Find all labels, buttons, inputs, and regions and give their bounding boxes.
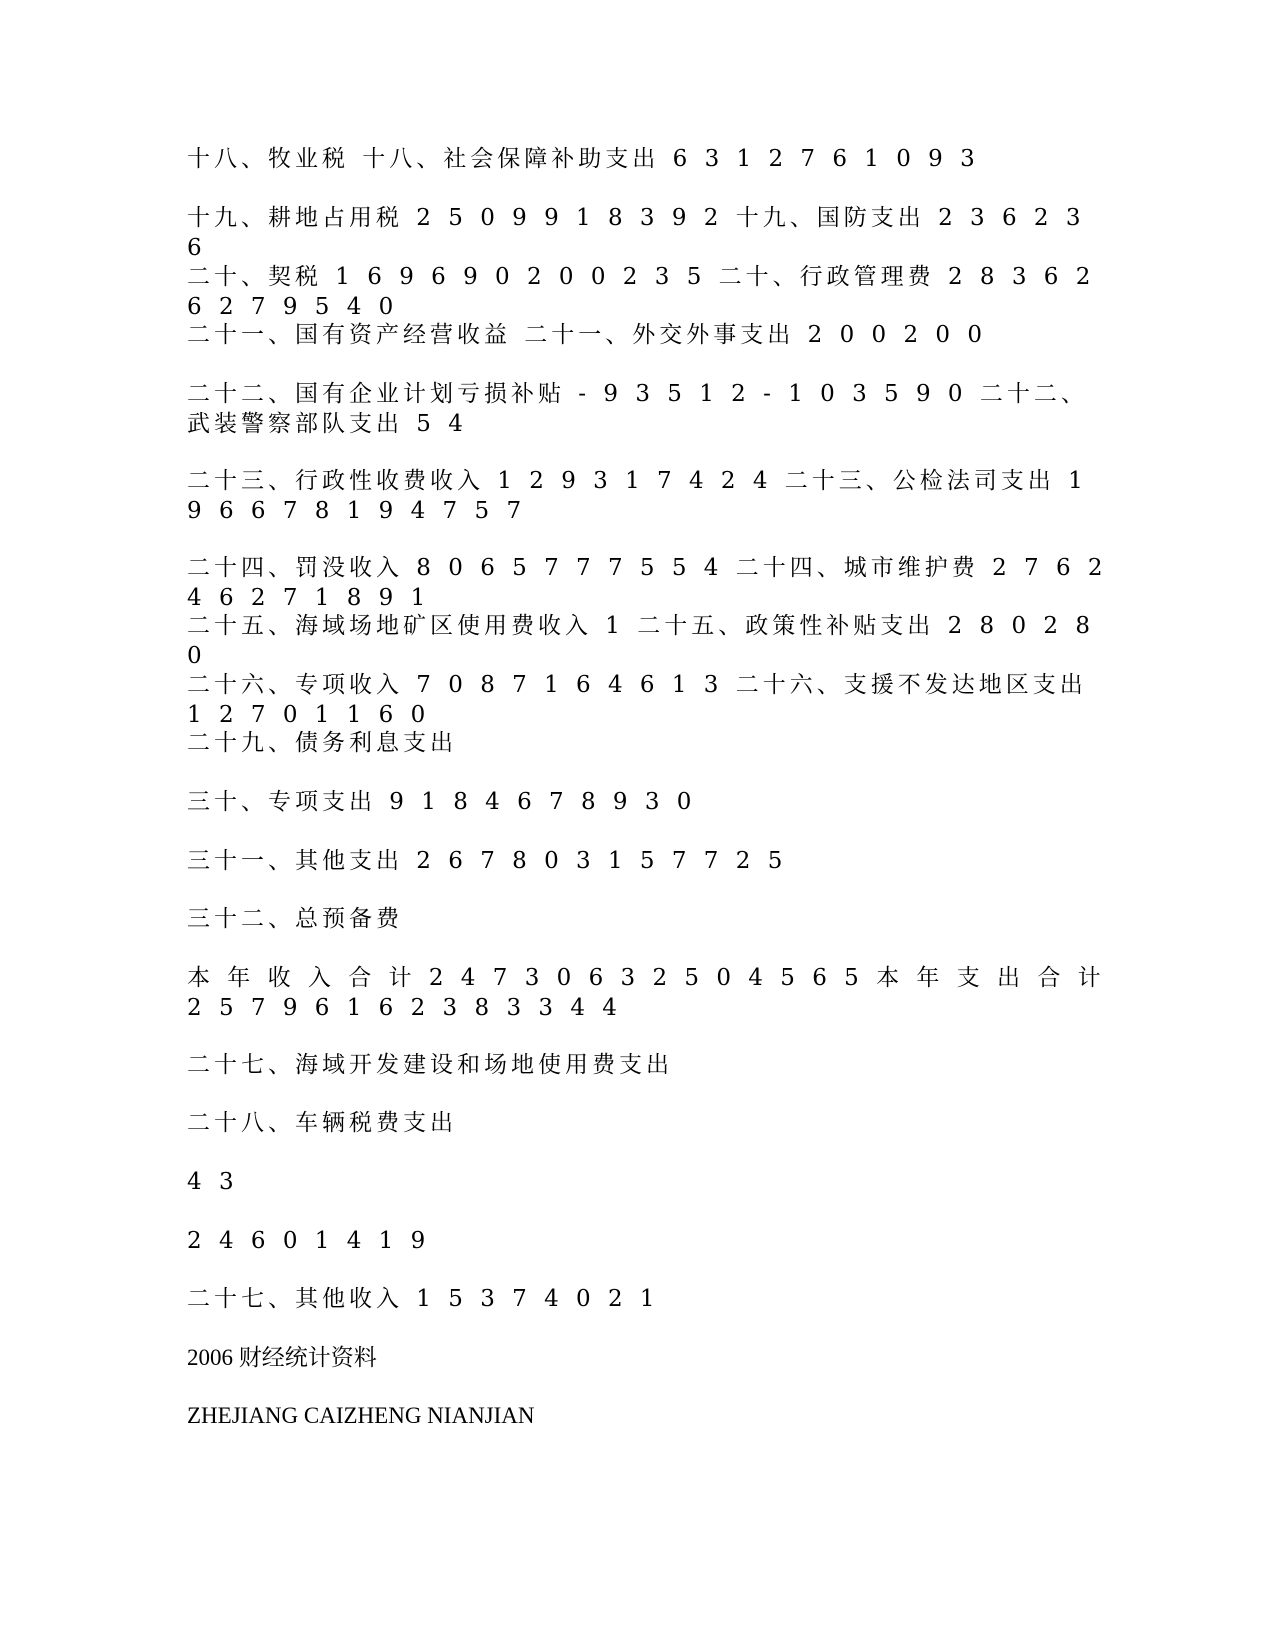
- text-line-15: 二十七、海域开发建设和场地使用费支出: [187, 1052, 673, 1078]
- footer-title: 2006 财经统计资料: [187, 1345, 377, 1370]
- text-line-1: 十八、牧业税 十八、社会保障补助支出 6 3 1 2 7 6 1 0 9 3: [187, 146, 979, 172]
- text-line-12: 三十一、其他支出 2 6 7 8 0 3 1 5 7 7 2 5: [187, 848, 787, 874]
- footer-subtitle: ZHEJIANG CAIZHENG NIANJIAN: [187, 1403, 535, 1428]
- text-line-totals: 本 年 收 入 合 计 2 4 7 3 0 6 3 2 5 0 4 5 6 5 本 年 支 出 合 计 2 5 7 9 6 1 6 2 3 8 3 3 4 4: [187, 965, 1105, 1021]
- text-line-9: 二十六、专项收入 7 0 8 7 1 6 4 6 1 3 二十六、支援不发达地区支出 1 2 7 0 1 1 6 0: [187, 672, 1087, 728]
- text-line-10: 二十九、债务利息支出: [187, 730, 457, 756]
- text-line-11: 三十、专项支出 9 1 8 4 6 7 8 9 3 0: [187, 789, 696, 815]
- text-line-7: 二十四、罚没收入 8 0 6 5 7 7 7 5 5 4 二十四、城市维护费 2 7 6 2 4 6 2 7 1 8 9 1: [187, 555, 1107, 611]
- text-line-18: 2 4 6 0 1 4 1 9: [187, 1228, 430, 1254]
- text-line-19: 二十七、其他收入 1 5 3 7 4 0 2 1: [187, 1286, 659, 1312]
- text-line-2: 十九、耕地占用税 2 5 0 9 9 1 8 3 9 2 十九、国防支出 2 3 6 2 3 6: [187, 205, 1085, 261]
- text-line-8: 二十五、海域场地矿区使用费收入 1 二十五、政策性补贴支出 2 8 0 2 8 0: [187, 613, 1094, 669]
- text-line-13: 三十二、总预备费: [187, 906, 403, 932]
- text-line-17: 4 3: [187, 1169, 238, 1195]
- text-line-3: 二十、契税 1 6 9 6 9 0 2 0 0 2 3 5 二十、行政管理费 2 8 3 6 2 6 2 7 9 5 4 0: [187, 264, 1095, 320]
- text-line-6: 二十三、行政性收费收入 1 2 9 3 1 7 4 2 4 二十三、公检法司支出 1 9 6 6 7 8 1 9 4 7 5 7: [187, 468, 1087, 524]
- text-line-4: 二十一、国有资产经营收益 二十一、外交外事支出 2 0 0 2 0 0: [187, 322, 986, 348]
- text-line-16: 二十八、车辆税费支出: [187, 1110, 457, 1136]
- text-line-5: 二十二、国有企业计划亏损补贴 - 9 3 5 1 2 - 1 0 3 5 9 0 二十二、武装警察部队支出 5 4: [187, 381, 1088, 437]
